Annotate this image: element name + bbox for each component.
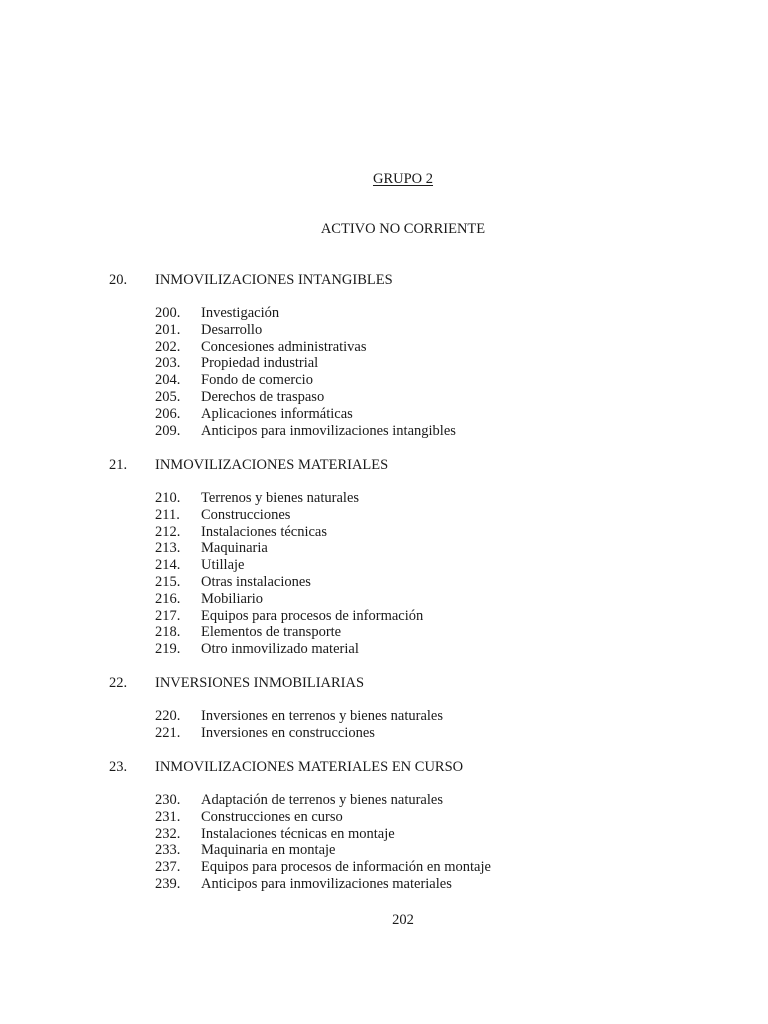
account-code: 213. [155,540,181,557]
account-label: Investigación [201,305,280,321]
account-item [155,372,729,389]
page-number: 202 [392,912,414,928]
account-code: 220. [155,708,181,724]
account-label: Anticipos para inmovilizaciones materiales [201,875,452,892]
account-label: Construcciones [201,506,291,523]
account-section-20 [109,272,729,439]
account-item [155,591,729,608]
account-item [155,557,729,574]
account-code: 212. [155,523,181,540]
account-label: Concesiones administrativas [201,338,367,355]
account-item [155,490,729,507]
section-title: INMOVILIZACIONES INTANGIBLES [155,272,393,288]
account-label: Adaptación de terrenos y bienes naturales [201,792,443,808]
account-item [155,524,729,541]
account-item [155,859,729,876]
account-code: 214. [155,557,181,574]
account-item [155,540,729,557]
account-label: Inversiones en construcciones [201,724,375,741]
account-code: 211. [155,506,180,523]
account-label: Fondo de comercio [201,372,313,389]
account-code: 203. [155,355,181,372]
account-item [155,826,729,843]
account-label: Desarrollo [201,321,263,338]
account-item [155,339,729,356]
account-item [155,507,729,524]
account-label: Maquinaria en montaje [201,842,336,859]
account-item [155,725,729,742]
account-code: 217. [155,607,181,624]
account-item [155,574,729,591]
account-code: 206. [155,405,181,422]
section-code: 23. [109,759,128,775]
section-code: 20. [109,272,128,288]
account-item [155,608,729,625]
section-heading [109,457,729,474]
section-code: 22. [109,675,128,691]
account-code: 209. [155,422,181,439]
account-code: 239. [155,875,181,892]
account-label: Equipos para procesos de información [201,607,424,624]
account-label: Propiedad industrial [201,355,319,372]
section-heading [109,759,729,776]
account-item [155,641,729,658]
account-code: 230. [155,792,181,808]
account-section-23 [109,759,729,893]
account-item [155,876,729,893]
account-item [155,708,729,725]
section-heading [109,272,729,289]
account-code: 233. [155,842,181,859]
account-label: Construcciones en curso [201,808,343,825]
account-item [155,809,729,826]
account-label: Mobiliario [201,590,264,607]
account-item [155,792,729,809]
account-label: Terrenos y bienes naturales [201,490,360,506]
account-item [155,305,729,322]
account-label: Aplicaciones informáticas [201,405,353,422]
account-label: Instalaciones técnicas [201,523,328,540]
group-title: GRUPO 2 [372,171,434,187]
account-code: 219. [155,641,181,658]
account-label: Otro inmovilizado material [201,641,359,658]
account-code: 202. [155,338,181,355]
account-label: Anticipos para inmovilizaciones intangibles [201,422,456,439]
account-code: 221. [155,724,181,741]
account-item [155,355,729,372]
section-heading [109,675,729,692]
account-label: Utillaje [201,557,245,574]
account-label: Instalaciones técnicas en montaje [201,825,395,842]
account-label: Derechos de traspaso [201,388,325,405]
account-label: Elementos de transporte [201,624,342,641]
account-code: 216. [155,590,181,607]
account-code: 237. [155,859,181,876]
account-code: 232. [155,825,181,842]
account-list [109,708,729,742]
group-subtitle: ACTIVO NO CORRIENTE [320,221,486,237]
section-title: INMOVILIZACIONES MATERIALES EN CURSO [155,759,464,775]
account-label: Otras instalaciones [201,573,311,590]
account-code: 218. [155,624,181,641]
account-code: 231. [155,808,181,825]
account-section-21 [109,457,729,658]
account-code: 215. [155,573,181,590]
account-label: Inversiones en terrenos y bienes naturales [201,708,443,724]
account-item [155,406,729,423]
section-title: INVERSIONES INMOBILIARIAS [155,675,365,691]
account-code: 210. [155,490,181,506]
account-item [155,842,729,859]
account-list [109,305,729,439]
account-code: 204. [155,372,181,389]
account-item [155,322,729,339]
account-label: Maquinaria [201,540,268,557]
account-item [155,389,729,406]
section-code: 21. [109,457,128,473]
account-code: 205. [155,388,181,405]
account-item [155,423,729,440]
account-list [109,490,729,658]
account-item [155,624,729,641]
account-section-22 [109,675,729,742]
section-title: INMOVILIZACIONES MATERIALES [155,457,389,473]
account-label: Equipos para procesos de información en montaje [201,859,491,876]
account-code: 201. [155,321,181,338]
account-list [109,792,729,893]
account-code: 200. [155,305,181,321]
